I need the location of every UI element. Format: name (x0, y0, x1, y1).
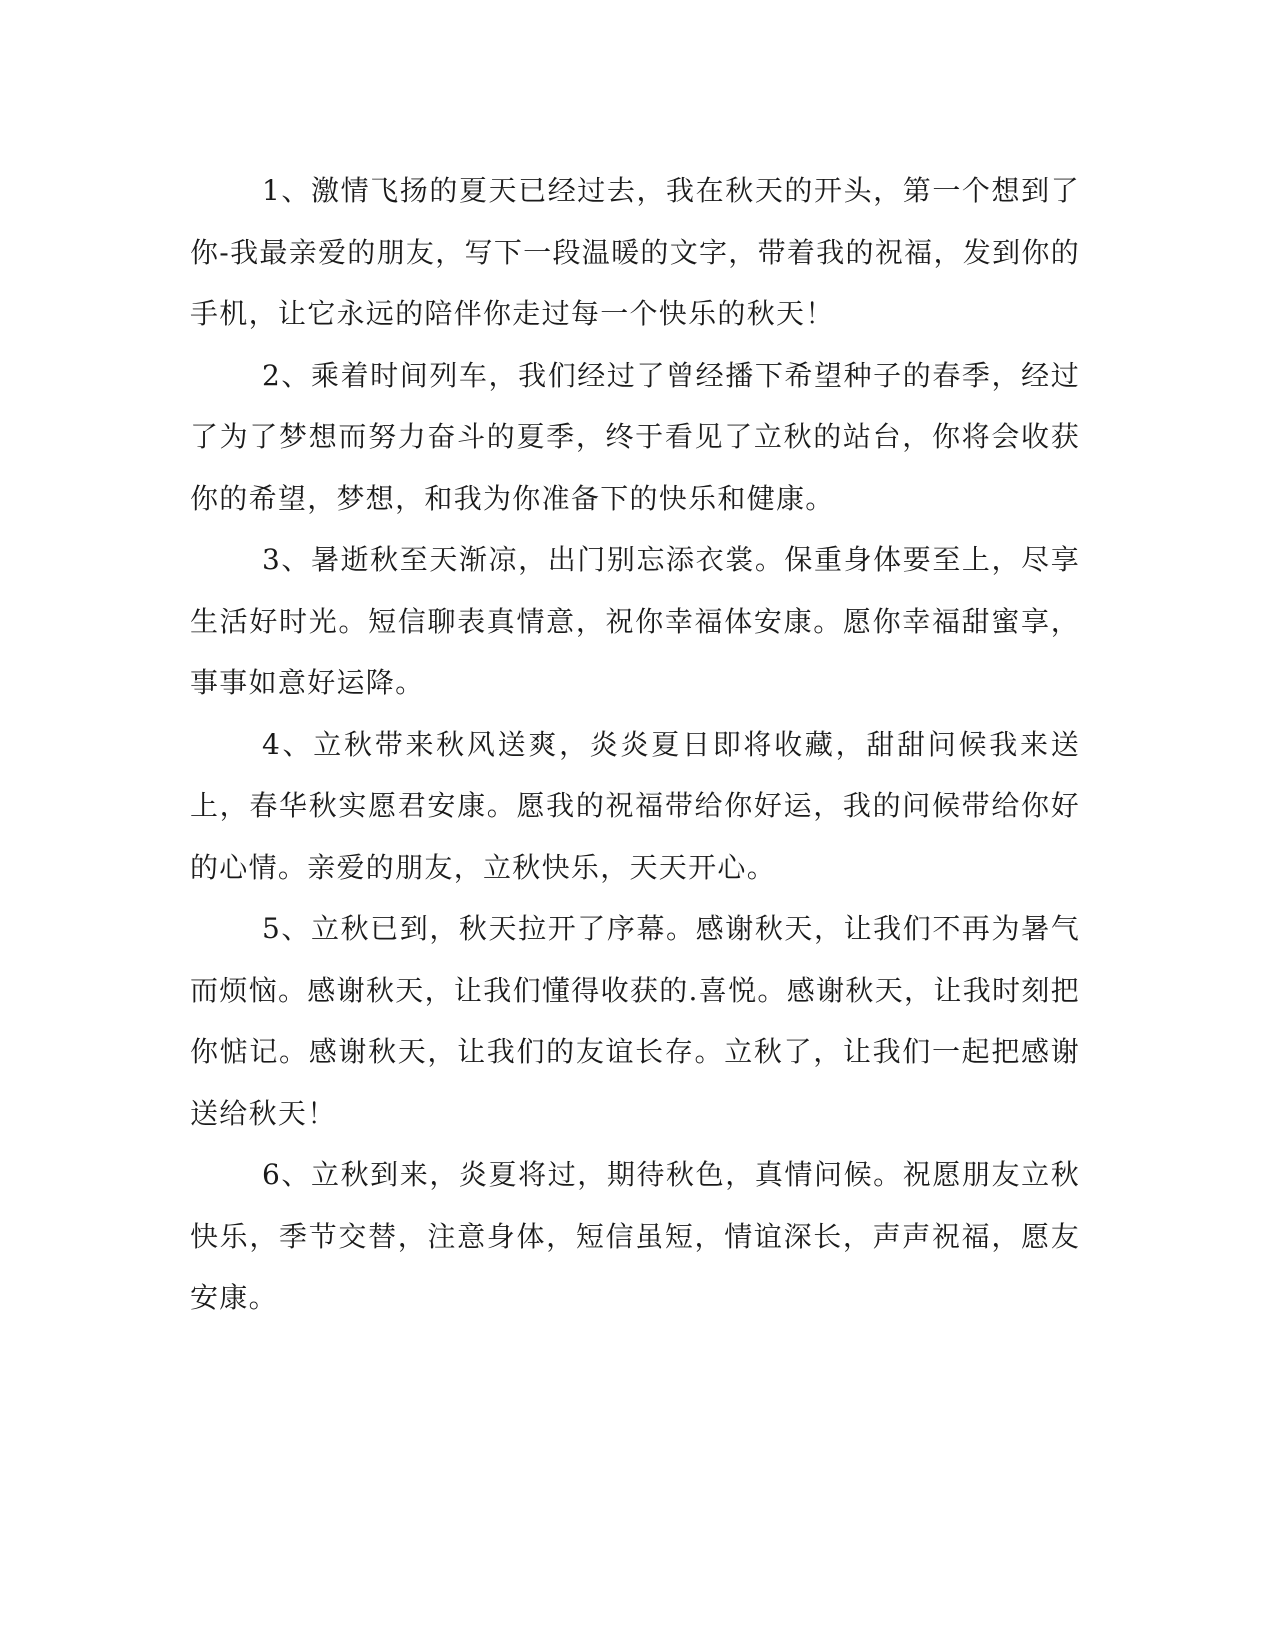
paragraph-1: 1、激情飞扬的夏天已经过去，我在秋天的开头，第一个想到了你-我最亲爱的朋友，写下一段温暖的文字，带着我的祝福，发到你的手机，让它永远的陪伴你走过每一个快乐的秋天！ (190, 174, 1080, 330)
paragraph-2: 2、乘着时间列车，我们经过了曾经播下希望种子的春季，经过了为了梦想而努力奋斗的夏季，终于看见了立秋的站台，你将会收获你的希望，梦想，和我为你准备下的快乐和健康。 (190, 358, 1080, 515)
paragraph-5: 5、立秋已到，秋天拉开了序幕。感谢秋天，让我们不再为暑气而烦恼。感谢秋天，让我们懂得收获的.喜悦。感谢秋天，让我时刻把你惦记。感谢秋天，让我们的友谊长存。立秋了，让我们一起把感谢送给秋天！ (190, 912, 1080, 1130)
paragraph-4: 4、立秋带来秋风送爽，炎炎夏日即将收藏，甜甜问候我来送上，春华秋实愿君安康。愿我的祝福带给你好运，我的问候带给你好的心情。亲爱的朋友，立秋快乐，天天开心。 (190, 727, 1080, 884)
document-body (190, 160, 1080, 1329)
paragraph-6: 6、立秋到来，炎夏将过，期待秋色，真情问候。祝愿朋友立秋快乐，季节交替，注意身体，短信虽短，情谊深长，声声祝福，愿友安康。 (190, 1158, 1080, 1314)
paragraph-3: 3、暑逝秋至天渐凉，出门别忘添衣裳。保重身体要至上，尽享生活好时光。短信聊表真情意，祝你幸福体安康。愿你幸福甜蜜享，事事如意好运降。 (190, 543, 1080, 699)
